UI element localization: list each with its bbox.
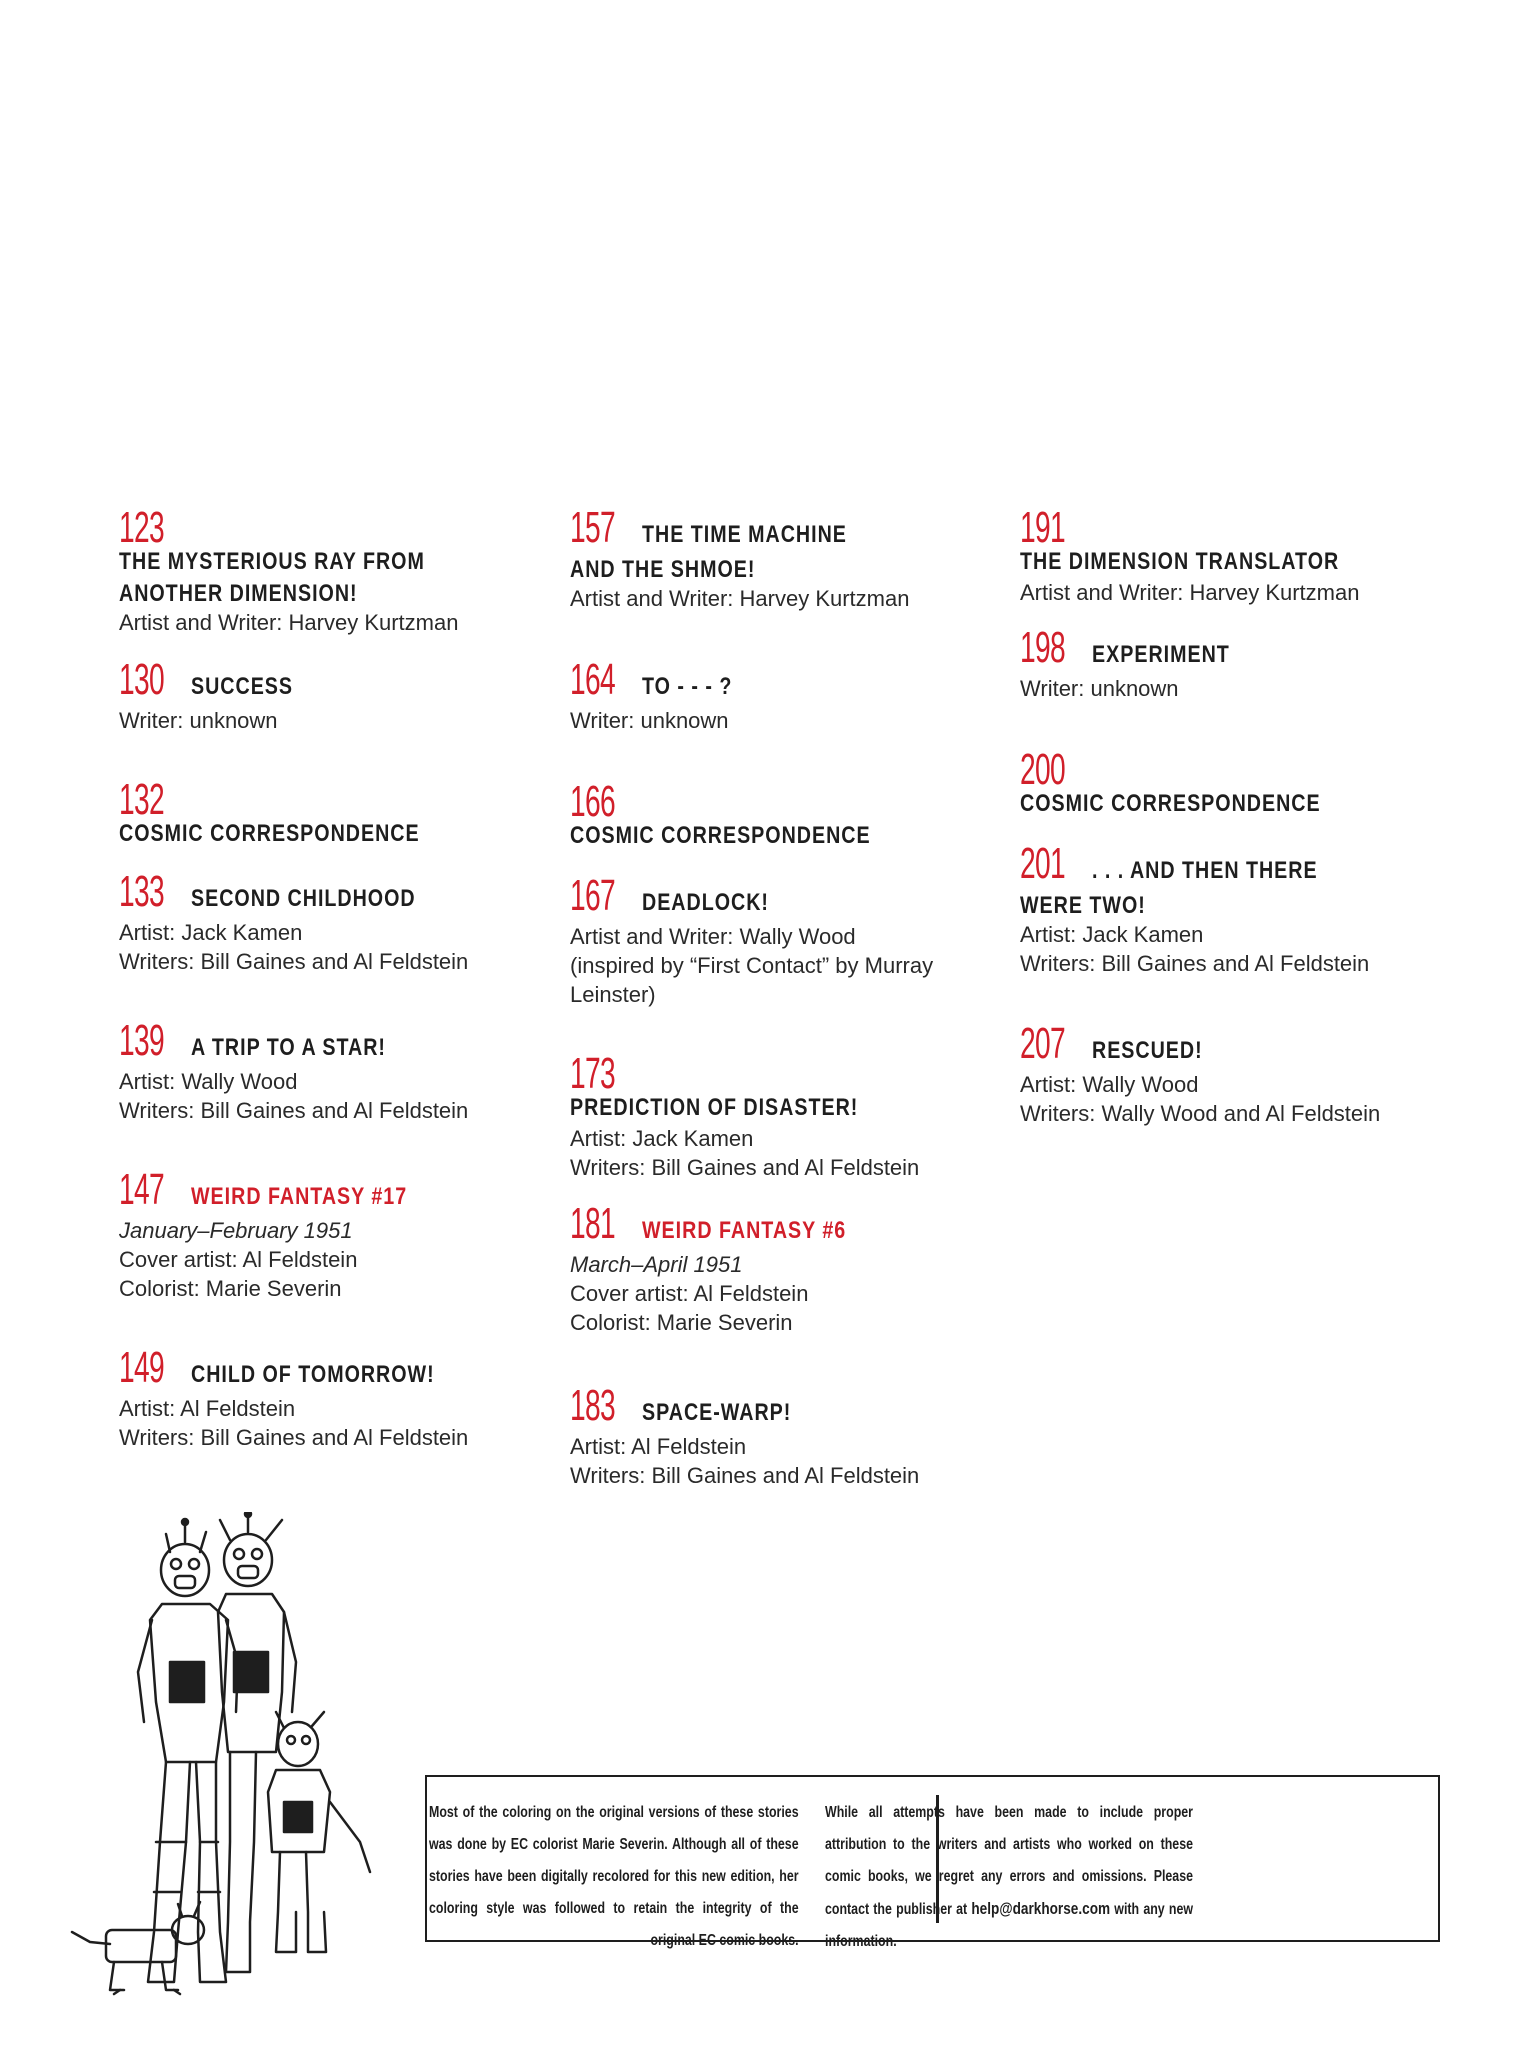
coloring-notice: Most of the coloring on the original versions of these stories was done by EC colorist Marie Severin. Although all of these stories have been digitally recolored for this new edition, her coloring style was followed to retain the integrity of the original EC comic books. bbox=[429, 1804, 799, 1949]
toc-entry bbox=[1020, 745, 1440, 817]
credit-line: Writers: Bill Gaines and Al Feldstein bbox=[119, 949, 469, 974]
credit-line: (inspired by “First Contact” by Murray bbox=[570, 953, 934, 978]
page-number: 183 bbox=[570, 1381, 616, 1430]
page-number: 157 bbox=[570, 503, 616, 552]
toc-entry bbox=[119, 655, 539, 735]
credit-line: Artist: Al Feldstein bbox=[570, 1434, 747, 1459]
robot-dog-figure bbox=[72, 1902, 204, 1994]
toc-entry bbox=[119, 775, 539, 847]
toc-entry bbox=[1020, 623, 1440, 703]
story-title: THE MYSTERIOUS RAY FROM bbox=[119, 548, 425, 575]
credit-line: Colorist: Marie Severin bbox=[570, 1310, 793, 1335]
credit-line: Colorist: Marie Severin bbox=[119, 1276, 342, 1301]
story-title-continued: AND THE SHMOE! bbox=[570, 556, 756, 583]
robots-illustration bbox=[70, 1512, 440, 2002]
issue-date: January–February 1951 bbox=[119, 1218, 353, 1243]
story-title: SECOND CHILDHOOD bbox=[191, 885, 416, 912]
credit-line: Cover artist: Al Feldstein bbox=[570, 1281, 809, 1306]
credit-line: Writers: Bill Gaines and Al Feldstein bbox=[570, 1463, 920, 1488]
toc-entry bbox=[119, 867, 539, 976]
page-number: 132 bbox=[119, 775, 165, 824]
credit-line: Writer: unknown bbox=[570, 708, 729, 733]
issue-title: WEIRD FANTASY #6 bbox=[642, 1217, 847, 1244]
toc-entry bbox=[1020, 839, 1440, 978]
credit-line: Artist and Writer: Harvey Kurtzman bbox=[1020, 580, 1360, 605]
credit-line: Artist: Wally Wood bbox=[1020, 1072, 1199, 1097]
attribution-text-end: with any new information. bbox=[825, 1901, 1194, 1950]
toc-entry bbox=[570, 655, 990, 735]
toc-entry bbox=[119, 1016, 539, 1125]
contact-email-link[interactable]: help@darkhorse.com bbox=[971, 1899, 1111, 1918]
credit-line: Artist: Jack Kamen bbox=[119, 920, 303, 945]
robot-figure bbox=[138, 1519, 238, 1982]
story-title: SPACE-WARP! bbox=[642, 1399, 792, 1426]
toc-entry bbox=[570, 503, 990, 613]
credit-line: Leinster) bbox=[570, 982, 656, 1007]
story-title: DEADLOCK! bbox=[642, 889, 769, 916]
story-title-continued: WERE TWO! bbox=[1020, 892, 1146, 919]
page-number: 149 bbox=[119, 1343, 165, 1392]
toc-entry bbox=[570, 871, 990, 1009]
story-title: COSMIC CORRESPONDENCE bbox=[1020, 790, 1321, 817]
story-title: COSMIC CORRESPONDENCE bbox=[570, 822, 871, 849]
story-title: TO - - - ? bbox=[642, 673, 733, 700]
toc-entry bbox=[119, 1165, 539, 1303]
toc-entry bbox=[570, 1049, 990, 1182]
credit-line: Artist and Writer: Wally Wood bbox=[570, 924, 856, 949]
story-title: SUCCESS bbox=[191, 673, 294, 700]
attribution-text: While all attempts have been made to include proper attribution to the writers and artists who worked on these comic books, we regret any errors and omissions. Please contact the publisher at bbox=[825, 1804, 1193, 1918]
toc-entry bbox=[119, 503, 539, 637]
page-number: 139 bbox=[119, 1016, 165, 1065]
credit-line: Artist and Writer: Harvey Kurtzman bbox=[119, 610, 459, 635]
credit-line: Writer: unknown bbox=[119, 708, 278, 733]
page-number: 207 bbox=[1020, 1019, 1066, 1068]
credit-line: Writers: Bill Gaines and Al Feldstein bbox=[119, 1098, 469, 1123]
credit-line: Writer: unknown bbox=[1020, 676, 1179, 701]
attribution-notice bbox=[825, 1797, 1193, 1958]
story-title: CHILD OF TOMORROW! bbox=[191, 1361, 435, 1388]
story-title-continued: ANOTHER DIMENSION! bbox=[119, 580, 358, 607]
toc-entry bbox=[1020, 503, 1440, 607]
credit-line: Writers: Wally Wood and Al Feldstein bbox=[1020, 1101, 1381, 1126]
page-number: 166 bbox=[570, 777, 616, 826]
story-title: THE DIMENSION TRANSLATOR bbox=[1020, 548, 1340, 575]
page-number: 191 bbox=[1020, 503, 1066, 552]
page-number: 173 bbox=[570, 1049, 616, 1098]
story-title: RESCUED! bbox=[1092, 1037, 1203, 1064]
story-title: THE TIME MACHINE bbox=[642, 521, 847, 548]
page-number: 181 bbox=[570, 1199, 616, 1248]
toc-entry bbox=[570, 1381, 990, 1490]
credit-line: Artist and Writer: Harvey Kurtzman bbox=[570, 586, 910, 611]
credit-line: Artist: Al Feldstein bbox=[119, 1396, 296, 1421]
toc-entry bbox=[570, 1199, 990, 1337]
page-number: 133 bbox=[119, 867, 165, 916]
robot-figure bbox=[268, 1712, 370, 1952]
issue-title: WEIRD FANTASY #17 bbox=[191, 1183, 408, 1210]
credit-line: Writers: Bill Gaines and Al Feldstein bbox=[570, 1155, 920, 1180]
credit-line: Cover artist: Al Feldstein bbox=[119, 1247, 358, 1272]
page-number: 123 bbox=[119, 503, 165, 552]
credit-line: Writers: Bill Gaines and Al Feldstein bbox=[119, 1425, 469, 1450]
page-number: 147 bbox=[119, 1165, 165, 1214]
robot-figure bbox=[218, 1512, 296, 1972]
credit-line: Artist: Jack Kamen bbox=[1020, 922, 1204, 947]
story-title: COSMIC CORRESPONDENCE bbox=[119, 820, 420, 847]
story-title: EXPERIMENT bbox=[1092, 641, 1230, 668]
page-number: 200 bbox=[1020, 745, 1066, 794]
page-number: 164 bbox=[570, 655, 616, 704]
page-number: 201 bbox=[1020, 839, 1066, 888]
toc-entry bbox=[1020, 1019, 1440, 1128]
issue-date: March–April 1951 bbox=[570, 1252, 743, 1277]
story-title: A TRIP TO A STAR! bbox=[191, 1034, 386, 1061]
page-number: 198 bbox=[1020, 623, 1066, 672]
credit-line: Artist: Jack Kamen bbox=[570, 1126, 754, 1151]
page-number: 130 bbox=[119, 655, 165, 704]
page-number: 167 bbox=[570, 871, 616, 920]
toc-entry bbox=[570, 777, 990, 849]
toc-entry bbox=[119, 1343, 539, 1452]
credit-line: Artist: Wally Wood bbox=[119, 1069, 298, 1094]
story-title: . . . AND THEN THERE bbox=[1092, 857, 1318, 884]
notice-box bbox=[425, 1775, 1440, 1950]
credit-line: Writers: Bill Gaines and Al Feldstein bbox=[1020, 951, 1370, 976]
story-title: PREDICTION OF DISASTER! bbox=[570, 1094, 859, 1121]
